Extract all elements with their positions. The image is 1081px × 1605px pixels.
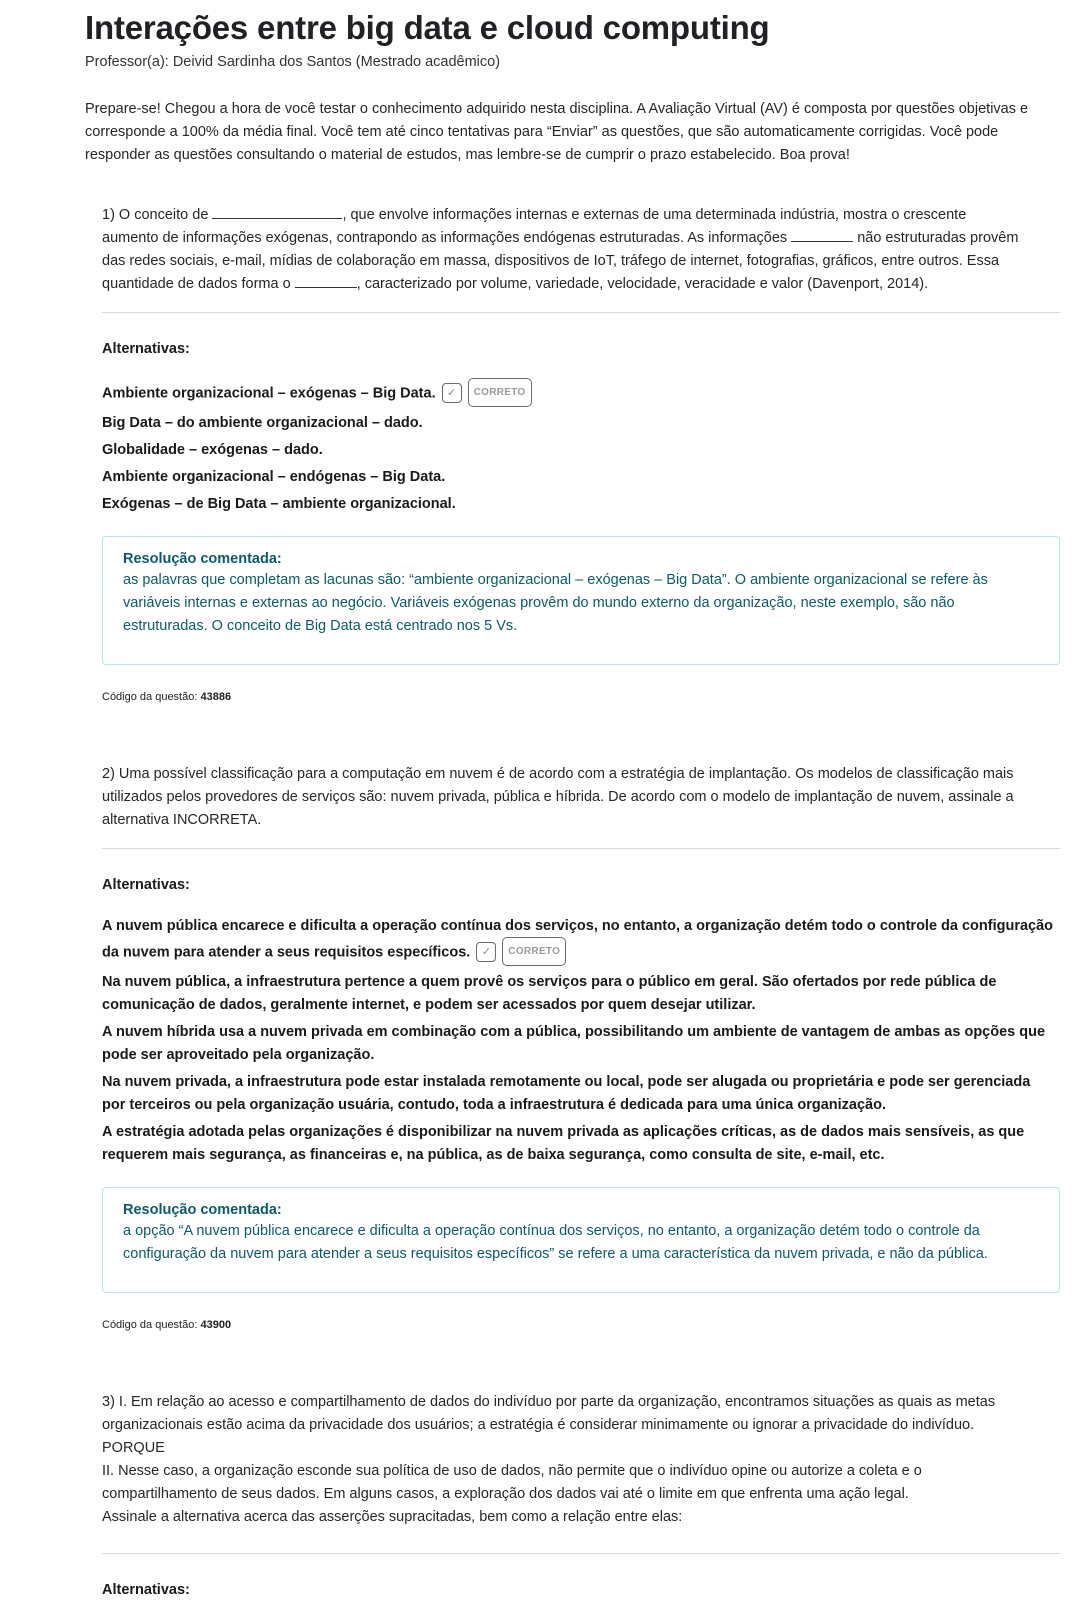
alternative-label: A nuvem híbrida usa a nuvem privada em combinação com a pública, possibilitando um ambiente de vantagem de ambas as opções que: [102, 1024, 1046, 1040]
alternatives-list: [102, 379, 1060, 516]
alternative-option[interactable]: [102, 915, 1060, 967]
resolution-line: variáveis internas e externas ao negócio. Variáveis exógenas provêm do mundo externo da organização, neste exemplo, são não: [123, 595, 955, 611]
alternative-option[interactable]: [102, 971, 1060, 1017]
alternative-label: A estratégia adotada pelas organizações é disponibilizar na nuvem privada as aplicações críticas, as de dados mais sensíveis, as que: [102, 1124, 1025, 1140]
resolution-line: as palavras que completam as lacunas são: “ambiente organizacional – exógenas – Big Data”. O ambiente organizacional se refere às: [123, 572, 988, 588]
question-1: [102, 204, 1060, 703]
alternatives-heading: Alternativas:: [102, 877, 190, 893]
alternative-label: Ambiente organizacional – exógenas – Big Data.: [102, 385, 436, 402]
q3-text: II. Nesse caso, a organização esconde sua política de uso de dados, não permite que o indivíduo opine ou autorize a coleta e o: [102, 1463, 922, 1479]
alternative-label: da nuvem para atender a seus requisitos específicos.: [102, 944, 471, 961]
question-2-statement: [102, 763, 1060, 832]
alternative-option[interactable]: [102, 1121, 1060, 1167]
intro-line: responder as questões consultando o material de estudos, mas lembre-se de cumprir o prazo estabelecido. Boa prova!: [85, 147, 850, 163]
alternative-option[interactable]: Ambiente organizacional – endógenas – Big Data.: [102, 469, 446, 485]
question-code-value: 43900: [200, 1319, 232, 1331]
alternative-option[interactable]: Globalidade – exógenas – dado.: [102, 442, 323, 458]
divider: [102, 848, 1060, 849]
q1-text: não estruturadas provêm: [857, 230, 1019, 246]
page-title: Interações entre big data e cloud computing: [85, 9, 770, 46]
q3-text: compartilhamento de seus dados. Em alguns casos, a exploração dos dados vai até o limite em que enfrenta uma ação legal.: [102, 1486, 909, 1502]
intro-line: Prepare-se! Chegou a hora de você testar o conhecimento adquirido nesta disciplina. A Avaliação Virtual (AV) é composta por questões objetivas e: [85, 101, 1029, 117]
q3-text: PORQUE: [102, 1440, 165, 1456]
correct-badge: CORRETO: [468, 378, 532, 407]
resolution-title: Resolução comentada:: [123, 1202, 282, 1218]
question-3: [102, 1391, 1060, 1598]
blank-line: [295, 275, 357, 288]
alternative-label: Na nuvem pública, a infraestrutura pertence a quem provê os serviços para o público em geral. São ofertados por rede pública de: [102, 974, 997, 990]
question-3-statement: [102, 1391, 1060, 1529]
resolution-title: Resolução comentada:: [123, 551, 282, 567]
divider: [102, 1553, 1060, 1554]
question-code: [102, 691, 1060, 703]
alternative-option[interactable]: Exógenas – de Big Data – ambiente organizacional.: [102, 496, 456, 512]
professor-name: Professor(a): Deivid Sardinha dos Santos (Mestrado acadêmico): [85, 54, 501, 70]
alternative-label: comunicação de dados, geralmente internet, e podem ser acessados por quem desejar utilizar.: [102, 997, 756, 1013]
q1-text: das redes sociais, e-mail, mídias de colaboração em massa, dispositivos de IoT, tráfego de internet, fotografias, gráficos, entre outros. Essa: [102, 253, 1000, 269]
alternative-label: requerem mais segurança, as financeiras e, na pública, as de baixa segurança, como consulta de site, e-mail, etc.: [102, 1147, 885, 1163]
alternative-option[interactable]: Big Data – do ambiente organizacional – dado.: [102, 415, 423, 431]
q1-text: aumento de informações exógenas, contrapondo as informações endógenas estruturadas. As informações: [102, 230, 788, 246]
check-icon: ✓: [442, 383, 462, 403]
alternative-label: A nuvem pública encarece e dificulta a operação contínua dos serviços, no entanto, a organização detém todo o controle da configuração: [102, 918, 1054, 934]
alternatives-heading: Alternativas:: [102, 1582, 190, 1598]
resolution-box: [102, 536, 1060, 665]
page-content: [85, 0, 1075, 1598]
blank-line: [212, 206, 342, 219]
q3-text: organizacionais estão acima da privacidade dos usuários; a estratégia é considerar minimamente ou ignorar a privacidade do indivíduo.: [102, 1417, 975, 1433]
question-code-label: Código da questão:: [102, 691, 198, 703]
resolution-box: [102, 1187, 1060, 1293]
correct-badge: CORRETO: [502, 937, 566, 966]
question-code-value: 43886: [200, 691, 232, 703]
question-2: [102, 763, 1060, 1331]
q2-text: utilizados pelos provedores de serviços são: nuvem privada, pública e híbrida. De acordo com o modelo de implantação de nuvem, assinale a: [102, 789, 1014, 805]
question-1-statement: [102, 204, 1060, 296]
q2-text: 2) Uma possível classificação para a computação em nuvem é de acordo com a estratégia de implantação. Os modelos de classificação mais: [102, 766, 1014, 782]
alternative-option[interactable]: [102, 379, 1060, 408]
alternatives-heading: Alternativas:: [102, 341, 190, 357]
divider: [102, 312, 1060, 313]
intro-text: [85, 98, 1060, 167]
alternative-option[interactable]: [102, 1071, 1060, 1117]
alternative-label: pode ser aproveitado pela organização.: [102, 1047, 375, 1063]
resolution-line: estruturadas. O conceito de Big Data está centrado nos 5 Vs.: [123, 618, 518, 634]
q1-text: quantidade de dados forma o: [102, 276, 291, 292]
check-icon: ✓: [476, 942, 496, 962]
q3-text: Assinale a alternativa acerca das asserções supracitadas, bem como a relação entre elas:: [102, 1509, 683, 1525]
alternative-option[interactable]: [102, 1021, 1060, 1067]
alternatives-list: [102, 915, 1060, 1167]
question-code-label: Código da questão:: [102, 1319, 198, 1331]
blank-line: [791, 229, 853, 242]
resolution-line: a opção “A nuvem pública encarece e dificulta a operação contínua dos serviços, no entanto, a organização detém todo o controle da: [123, 1223, 980, 1239]
q2-text: alternativa INCORRETA.: [102, 812, 262, 828]
question-code: [102, 1319, 1060, 1331]
resolution-text: [123, 1220, 1039, 1266]
resolution-line: configuração da nuvem para atender a seus requisitos específicos” se refere a uma característica da nuvem privada, e não da pública.: [123, 1246, 988, 1262]
resolution-text: [123, 569, 1039, 638]
alternative-label: por terceiros ou pela organização usuária, contudo, toda a infraestrutura é dedicada para uma única organização.: [102, 1097, 887, 1113]
alternative-label: Na nuvem privada, a infraestrutura pode estar instalada remotamente ou local, pode ser alugada ou proprietária e pode ser gerenciada: [102, 1074, 1031, 1090]
q1-text: , caracterizado por volume, variedade, velocidade, veracidade e valor (Davenport, 2014).: [356, 276, 929, 292]
q1-text: , que envolve informações internas e externas de uma determinada indústria, mostra o crescente: [342, 207, 967, 223]
q3-text: 3) I. Em relação ao acesso e compartilhamento de dados do indivíduo por parte da organização, encontramos situações as quais as metas: [102, 1394, 996, 1410]
q1-text: 1) O conceito de: [102, 207, 209, 223]
intro-line: corresponde a 100% da média final. Você tem até cinco tentativas para “Enviar” as questões, que são automaticamente corrigidas. Você pode: [85, 124, 999, 140]
